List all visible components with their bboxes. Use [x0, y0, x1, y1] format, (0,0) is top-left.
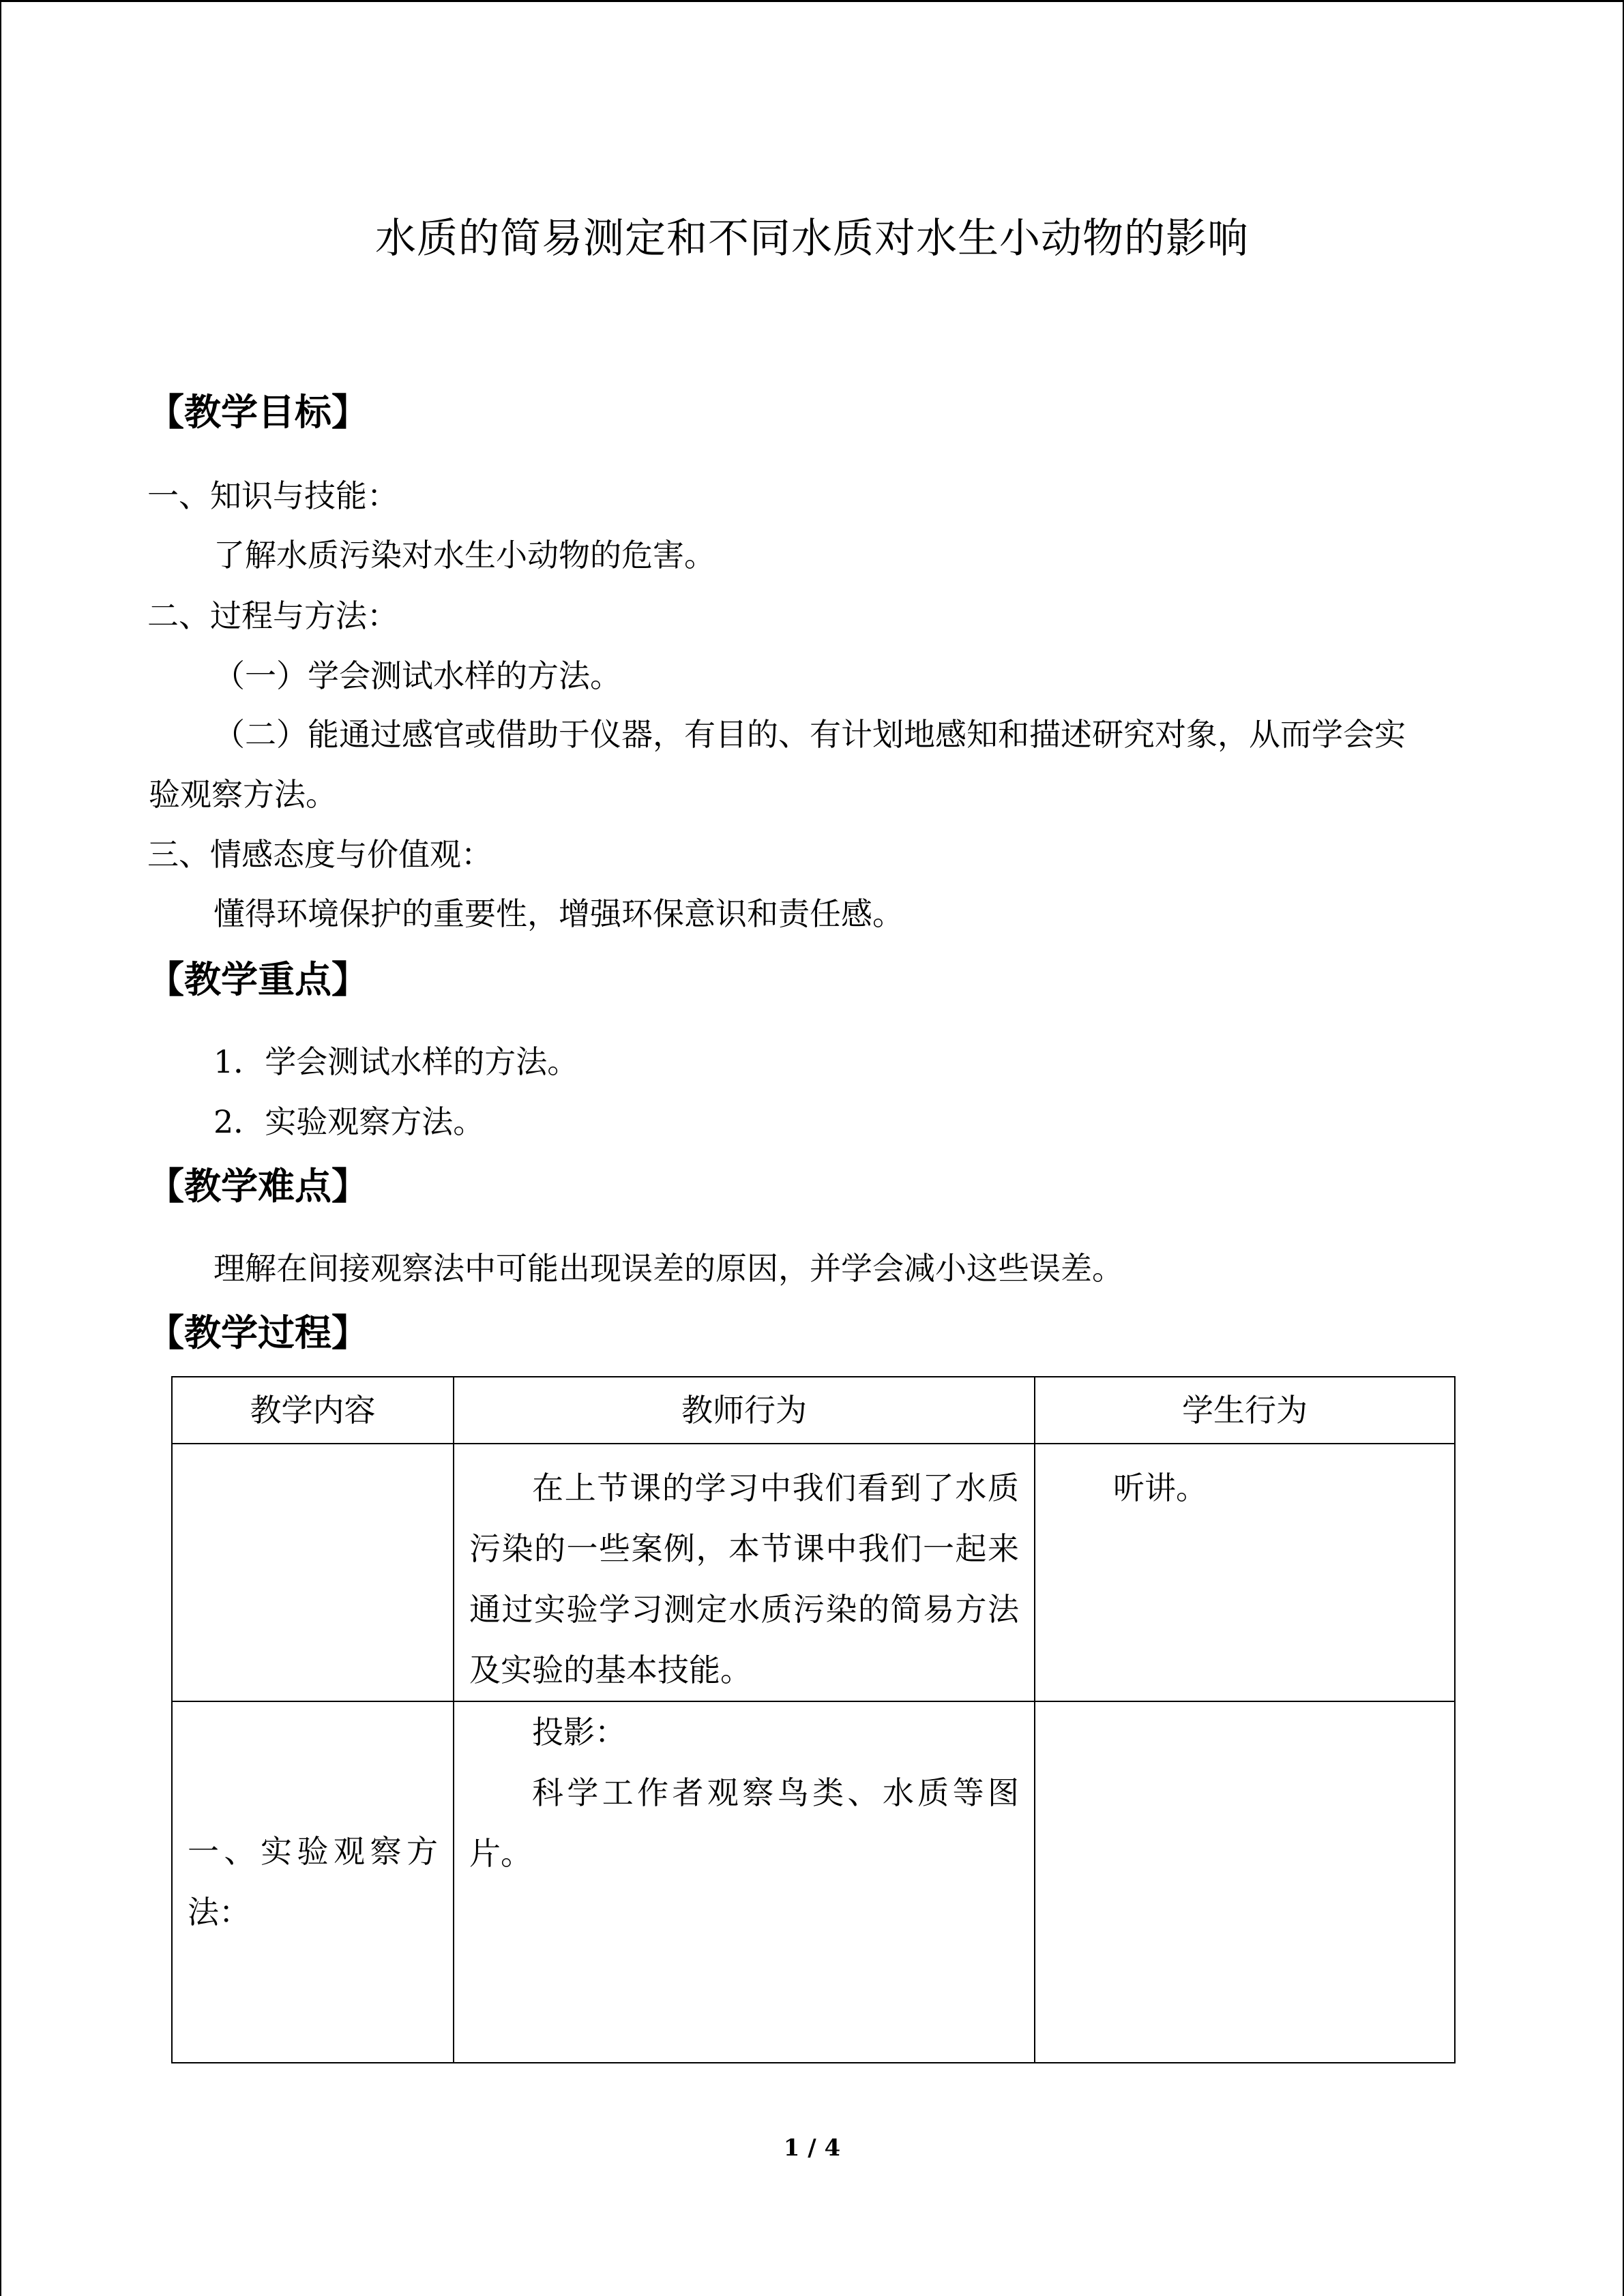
key-point-1: 1．学会测试水样的方法。 — [213, 1043, 579, 1080]
process-item-1: （一）学会测试水样的方法。 — [213, 657, 621, 694]
content-text: 一、实验观察方法： — [188, 1833, 438, 1930]
table-row — [172, 1701, 1455, 2063]
content-cell — [172, 1444, 454, 1701]
knowledge-label: 一、知识与技能： — [147, 477, 398, 514]
teacher-paragraph: 在上节课的学习中我们看到了水质污染的一些案例，本节课中我们一起来通过实验学习测定水质污染的简易方法及实验的基本技能。 — [469, 1470, 1019, 1688]
knowledge-text: 了解水质污染对水生小动物的危害。 — [213, 537, 715, 573]
objectives-heading: 【教学目标】 — [147, 391, 368, 434]
attitude-text: 懂得环境保护的重要性，增强环保意识和责任感。 — [213, 895, 904, 932]
teacher-cell — [454, 1701, 1035, 2063]
content-cell — [172, 1701, 454, 2063]
student-cell — [1035, 1701, 1455, 2063]
student-text: 听讲。 — [1113, 1470, 1207, 1506]
column-header-student: 学生行为 — [1035, 1377, 1455, 1444]
key-point-2: 2．实验观察方法。 — [213, 1103, 485, 1140]
student-cell — [1035, 1444, 1455, 1701]
teacher-paragraph: 科学工作者观察鸟类、水质等图片。 — [469, 1774, 1019, 1872]
process-item-2-line-2: 验观察方法。 — [149, 776, 337, 813]
teacher-cell — [454, 1444, 1035, 1701]
difficulties-text: 理解在间接观察法中可能出现误差的原因，并学会减小这些误差。 — [213, 1250, 1123, 1287]
table-header-row — [172, 1377, 1455, 1444]
teaching-process-table — [171, 1376, 1456, 2063]
attitude-label: 三、情感态度与价值观： — [147, 836, 492, 873]
process-item-2-line-1: （二）能通过感官或借助于仪器，有目的、有计划地感知和描述研究对象，从而学会实 — [213, 716, 1406, 753]
page-number: 1 / 4 — [783, 2134, 841, 2162]
process-label: 二、过程与方法： — [147, 597, 398, 634]
process-heading: 【教学过程】 — [147, 1311, 368, 1354]
table-row — [172, 1444, 1455, 1701]
teacher-paragraph: 投影： — [532, 1714, 626, 1750]
column-header-content: 教学内容 — [172, 1377, 454, 1444]
column-header-teacher: 教师行为 — [454, 1377, 1035, 1444]
difficulties-heading: 【教学难点】 — [147, 1165, 368, 1208]
key-points-heading: 【教学重点】 — [147, 958, 368, 1001]
document-title: 水质的简易测定和不同水质对水生小动物的影响 — [375, 215, 1249, 263]
